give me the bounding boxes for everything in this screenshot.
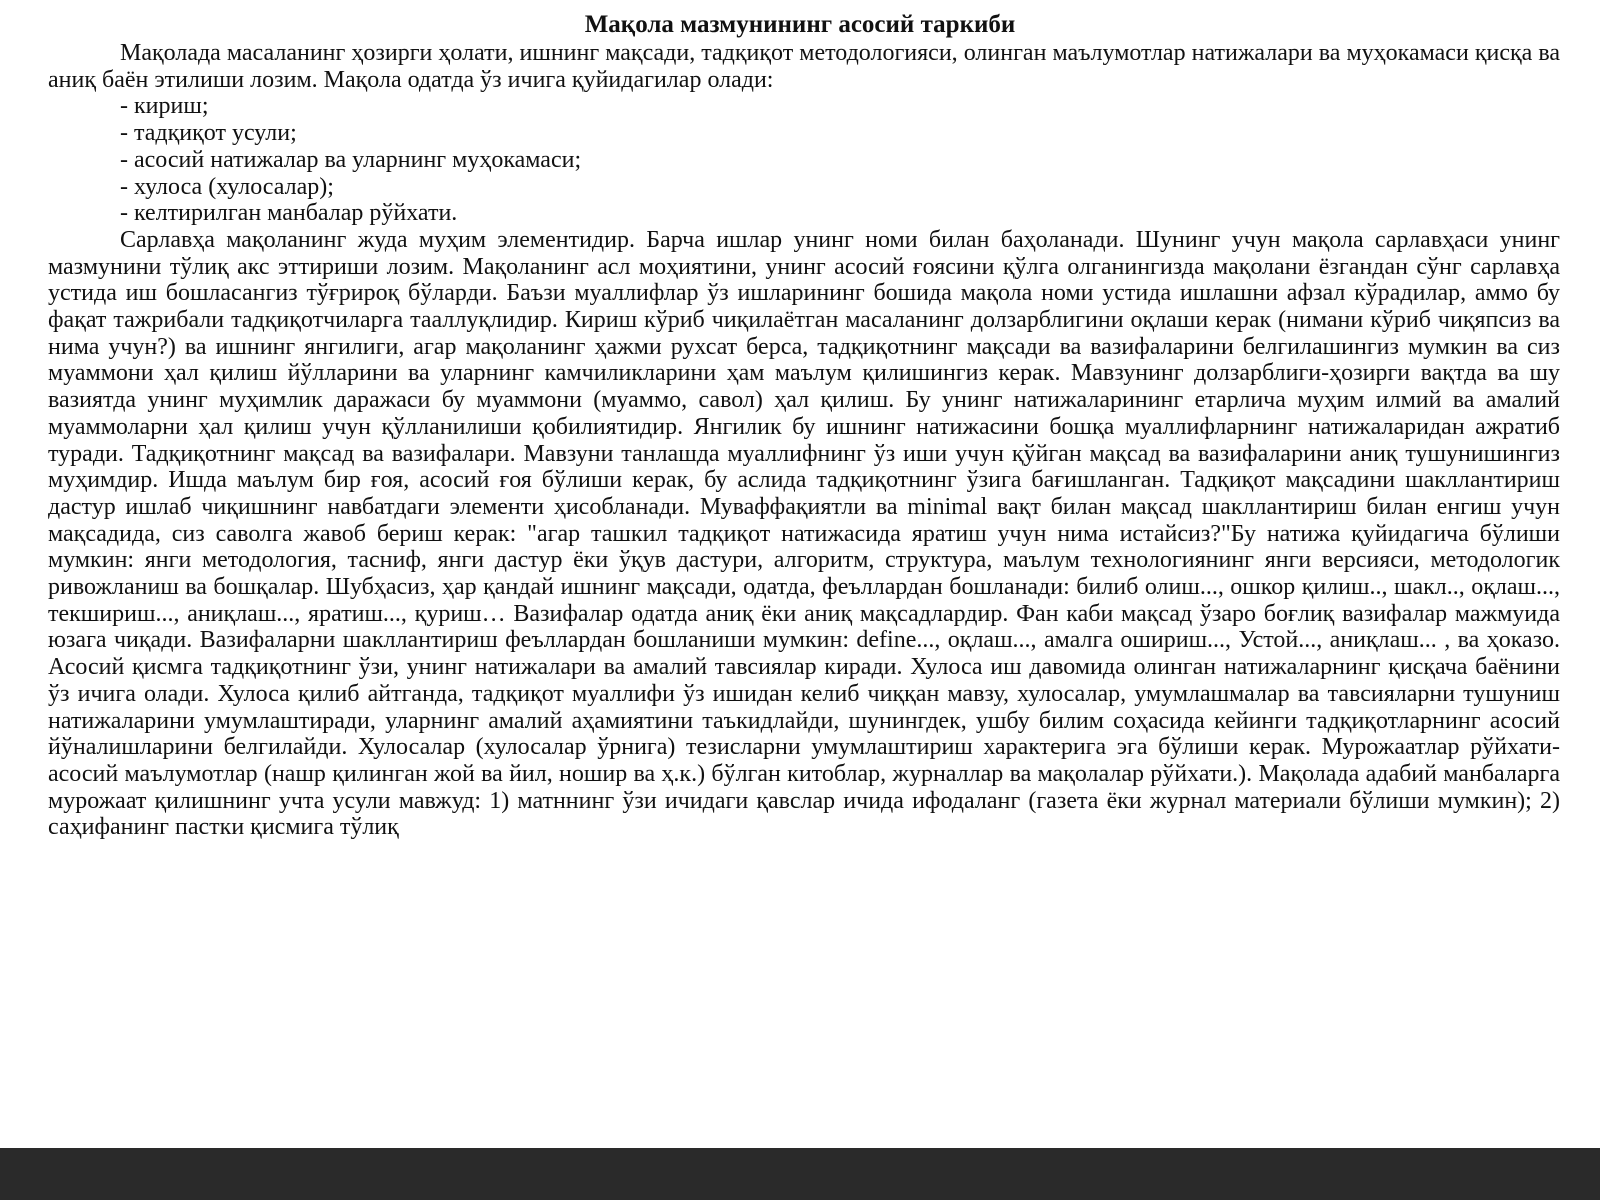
list-item: - хулоса (хулосалар); [120, 173, 334, 200]
document-content [48, 40, 1560, 841]
list-item: - асосий натижалар ва уларнинг муҳокамаси; [120, 146, 582, 173]
list-item: - тадқиқот усули; [120, 120, 297, 147]
list-item: - кириш; [120, 93, 209, 120]
list-item: - келтирилган манбалар рўйхати. [120, 200, 458, 227]
intro-paragraph: Мақолада масаланинг ҳозирги ҳолати, ишнинг мақсади, тадқиқот методологияси, олинган маълумотлар натижалари ва муҳокамаси қисқа ва аниқ баён этилиши лозим. Мақола одатда ўз ичига қуйидагилар олади: [48, 40, 1560, 93]
body-paragraph: Сарлавҳа мақоланинг жуда муҳим элементидир. Барча ишлар унинг номи билан баҳоланади. Шунинг учун мақола сарлавҳаси унинг мазмунини тўлиқ акс эттириши лозим. Мақоланинг асл моҳиятини, унинг асосий ғоясини қўлга олганингизда мақолани ёзгандан сўнг сарлавҳа устида иш бошласангиз тўғрироқ бўларди. Баъзи муаллифлар ўз ишларининг бошида мақола номи устида ишлашни афзал кўрадилар, аммо бу фақат тажрибали тадқиқотчиларга тааллуқлидир. Кириш кўриб чиқилаётган масаланинг долзарблигини оқлаши керак (нимани кўриб чиқяпсиз ва нима учун?) ва ишнинг янгилиги, агар мақоланинг ҳажми рухсат берса, тадқиқотнинг мақсади ва вазифаларини белгилашингиз мумкин ва сиз муаммони ҳал қилиш йўлларини ва уларнинг камчиликларини ҳам маълум қилишингиз керак. Мавзунинг долзарблиги-ҳозирги вақтда ва шу вазиятда унинг муҳимлик даражаси бу муаммони (муаммо, савол) ҳал қилиш. Бу унинг натижаларининг етарлича муҳим илмий ва амалий муаммоларни ҳал қилиш учун қўлланилиши қобилиятидир. Янгилик бу ишнинг натижасини бошқа муаллифларнинг натижаларидан ажратиб туради. Тадқиқотнинг мақсад ва вазифалари. Мавзуни танлашда муаллифнинг ўз иши учун қўйган мақсад ва вазифаларини аниқ тушунишингиз муҳимдир. Ишда маълум бир ғоя, асосий ғоя бўлиши керак, бу аслида тадқиқотнинг ўзига бағишланган. Тадқиқот мақсадини шакллантириш дастур ишлаб чиқишнинг навбатдаги элементи ҳисобланади. Муваффақиятли ва minimal вақт билан мақсад шакллантириш билан енгиш учун мақсадида, сиз саволга жавоб бериш керак: "агар ташкил тадқиқот натижасида яратиш учун нима истайсиз?"Бу натижа қуйидагича бўлиши мумкин: янги методология, тасниф, янги дастур ёки ўқув дастури, алгоритм, структура, маълум технологиянинг янги версияси, методологик ривожланиш ва бошқалар. Шубҳасиз, ҳар қандай ишнинг мақсади, одатда, феъллардан бошланади: билиб олиш..., ошкор қилиш.., шакл.., оқлаш..., текшириш..., аниқлаш..., яратиш..., қуриш… Вазифалар одатда аниқ ёки аниқ мақсадлардир. Фан каби мақсад ўзаро боғлиқ вазифалар мажмуида юзага чиқади. Вазифаларни шакллантириш феъллардан бошланиши мумкин: define..., оқлаш..., амалга ошириш..., Устой..., аниқлаш... , ва ҳоказо. Асосий қисмга тадқиқотнинг ўзи, унинг натижалари ва амалий тавсиялар киради. Хулоса иш давомида олинган натижаларнинг қисқача баёнини ўз ичига олади. Хулоса қилиб айтганда, тадқиқот муаллифи ўз ишидан келиб чиққан мавзу, хулосалар, умумлашмалар ва тавсияларни тушуниш натижаларини умумлаштиради, уларнинг амалий аҳамиятини таъкидлайди, шунингдек, ушбу билим соҳасида кейинги тадқиқотларнинг асосий йўналишларини белгилайди. Хулосалар (хулосалар ўрнига) тезисларни умумлаштириш характерига эга бўлиши керак. Мурожаатлар рўйхати-асосий маълумотлар (нашр қилинган жой ва йил, ношир ва ҳ.к.) бўлган китоблар, журналлар ва мақолалар рўйхати.). Мақолада адабий манбаларга мурожаат қилишнинг учта усули мавжуд: 1) матннинг ўзи ичидаги қавслар ичида ифодаланг (газета ёки журнал материали бўлиши мумкин); 2) саҳифанинг пастки қисмига тўлиқ [48, 226, 1560, 841]
viewer-bottom-bar [0, 1148, 1600, 1200]
document-title: Мақола мазмунининг асосий таркиби [584, 11, 1016, 38]
sections-list [48, 93, 1560, 227]
